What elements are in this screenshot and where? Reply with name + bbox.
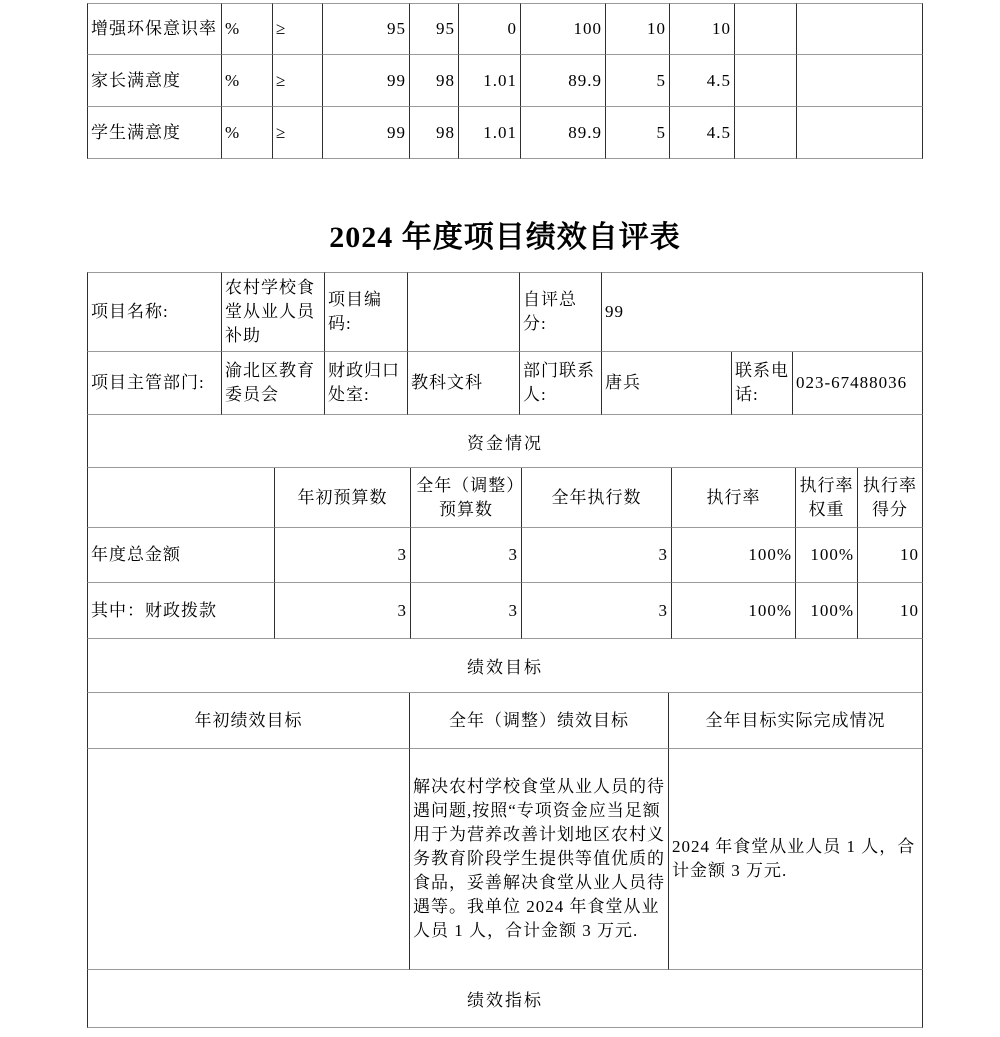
goals-content-row — [87, 749, 923, 970]
empty-cell — [87, 468, 275, 528]
col-header-initial-goal: 年初绩效目标 — [87, 693, 410, 749]
col-header-actual-completion: 全年目标实际完成情况 — [669, 693, 923, 749]
actual-completion-cell: 2024 年食堂从业人员 1 人，合计金额 3 万元. — [669, 749, 923, 970]
table-row — [87, 272, 923, 352]
self-score-label: 自评总分: — [520, 272, 602, 352]
weight-cell: 5 — [606, 55, 670, 107]
funding-header-row — [87, 468, 923, 528]
unit-cell: % — [222, 3, 273, 55]
rate-cell: 100 — [521, 3, 606, 55]
table-row — [87, 55, 923, 107]
value-cell: 3 — [275, 528, 411, 583]
score-cell: 4.5 — [670, 107, 735, 159]
target-value-cell: 95 — [323, 3, 410, 55]
rate-cell: 89.9 — [521, 55, 606, 107]
col-header-adjusted-goal: 全年（调整）绩效目标 — [410, 693, 669, 749]
unit-cell: % — [222, 107, 273, 159]
value-cell: 10 — [858, 528, 923, 583]
col-header-adjusted-budget: 全年（调整）预算数 — [411, 468, 522, 528]
unit-cell: % — [222, 55, 273, 107]
adjusted-goal-cell: 解决农村学校食堂从业人员的待遇问题,按照“专项资金应当足额用于为营养改善计划地区农村义务教育阶段学生提供等值优质的食品，妥善解决食堂从业人员待遇等。我单位 2024 年食堂从业人员 1 人，合计金额 3 万元. — [410, 749, 669, 970]
value-cell: 3 — [522, 583, 672, 639]
actual-value-cell: 95 — [410, 3, 459, 55]
score-cell: 10 — [670, 3, 735, 55]
value-cell: 3 — [411, 528, 522, 583]
project-code-value — [408, 272, 520, 352]
indicators-section-header: 绩效指标 — [87, 970, 923, 1028]
self-score-value: 99 — [602, 272, 923, 352]
table-row — [87, 352, 923, 415]
actual-value-cell: 98 — [410, 55, 459, 107]
phone-label: 联系电话: — [732, 352, 793, 415]
empty-cell — [797, 3, 923, 55]
col-header-rate-score: 执行率得分 — [858, 468, 923, 528]
empty-cell — [735, 3, 797, 55]
value-cell: 3 — [522, 528, 672, 583]
project-code-label: 项目编码: — [325, 272, 408, 352]
row-label-total-amount: 年度总金额 — [87, 528, 275, 583]
dept-label: 项目主管部门: — [87, 352, 222, 415]
goals-section-header: 绩效目标 — [87, 639, 923, 693]
top-indicator-table — [87, 3, 923, 159]
target-value-cell: 99 — [323, 55, 410, 107]
indicator-name-cell: 家长满意度 — [87, 55, 222, 107]
value-cell: 100% — [796, 528, 858, 583]
phone-value: 023-67488036 — [793, 352, 923, 415]
funding-table — [87, 468, 923, 639]
value-cell: 100% — [672, 528, 796, 583]
deviation-cell: 0 — [459, 3, 521, 55]
value-cell: 3 — [275, 583, 411, 639]
empty-cell — [797, 55, 923, 107]
table-row — [87, 583, 923, 639]
empty-cell — [735, 107, 797, 159]
document-content — [87, 0, 923, 1028]
value-cell: 3 — [411, 583, 522, 639]
row-label-fiscal-allocation: 其中：财政拨款 — [87, 583, 275, 639]
col-header-executed: 全年执行数 — [522, 468, 672, 528]
goals-table — [87, 693, 923, 970]
score-cell: 4.5 — [670, 55, 735, 107]
table-row — [87, 107, 923, 159]
contact-label: 部门联系人: — [520, 352, 602, 415]
contact-value: 唐兵 — [602, 352, 732, 415]
finance-office-label: 财政归口处室: — [325, 352, 408, 415]
weight-cell: 5 — [606, 107, 670, 159]
table-row — [87, 3, 923, 55]
project-name-value: 农村学校食堂从业人员补助 — [222, 272, 325, 352]
dept-value: 渝北区教育委员会 — [222, 352, 325, 415]
operator-cell: ≥ — [273, 3, 323, 55]
operator-cell: ≥ — [273, 55, 323, 107]
project-name-label: 项目名称: — [87, 272, 222, 352]
project-info-table — [87, 272, 923, 415]
finance-office-value: 教科文科 — [408, 352, 520, 415]
col-header-rate-weight: 执行率权重 — [796, 468, 858, 528]
deviation-cell: 1.01 — [459, 55, 521, 107]
value-cell: 100% — [672, 583, 796, 639]
empty-cell — [797, 107, 923, 159]
deviation-cell: 1.01 — [459, 107, 521, 159]
value-cell: 100% — [796, 583, 858, 639]
value-cell: 10 — [858, 583, 923, 639]
col-header-initial-budget: 年初预算数 — [275, 468, 411, 528]
operator-cell: ≥ — [273, 107, 323, 159]
rate-cell: 89.9 — [521, 107, 606, 159]
empty-cell — [735, 55, 797, 107]
actual-value-cell: 98 — [410, 107, 459, 159]
indicator-name-cell: 学生满意度 — [87, 107, 222, 159]
table-row — [87, 528, 923, 583]
goals-header-row — [87, 693, 923, 749]
weight-cell: 10 — [606, 3, 670, 55]
target-value-cell: 99 — [323, 107, 410, 159]
funding-section-header: 资金情况 — [87, 415, 923, 468]
page-title: 2024 年度项目绩效自评表 — [329, 221, 681, 254]
indicator-name-cell: 增强环保意识率 — [87, 3, 222, 55]
col-header-exec-rate: 执行率 — [672, 468, 796, 528]
initial-goal-cell — [87, 749, 410, 970]
